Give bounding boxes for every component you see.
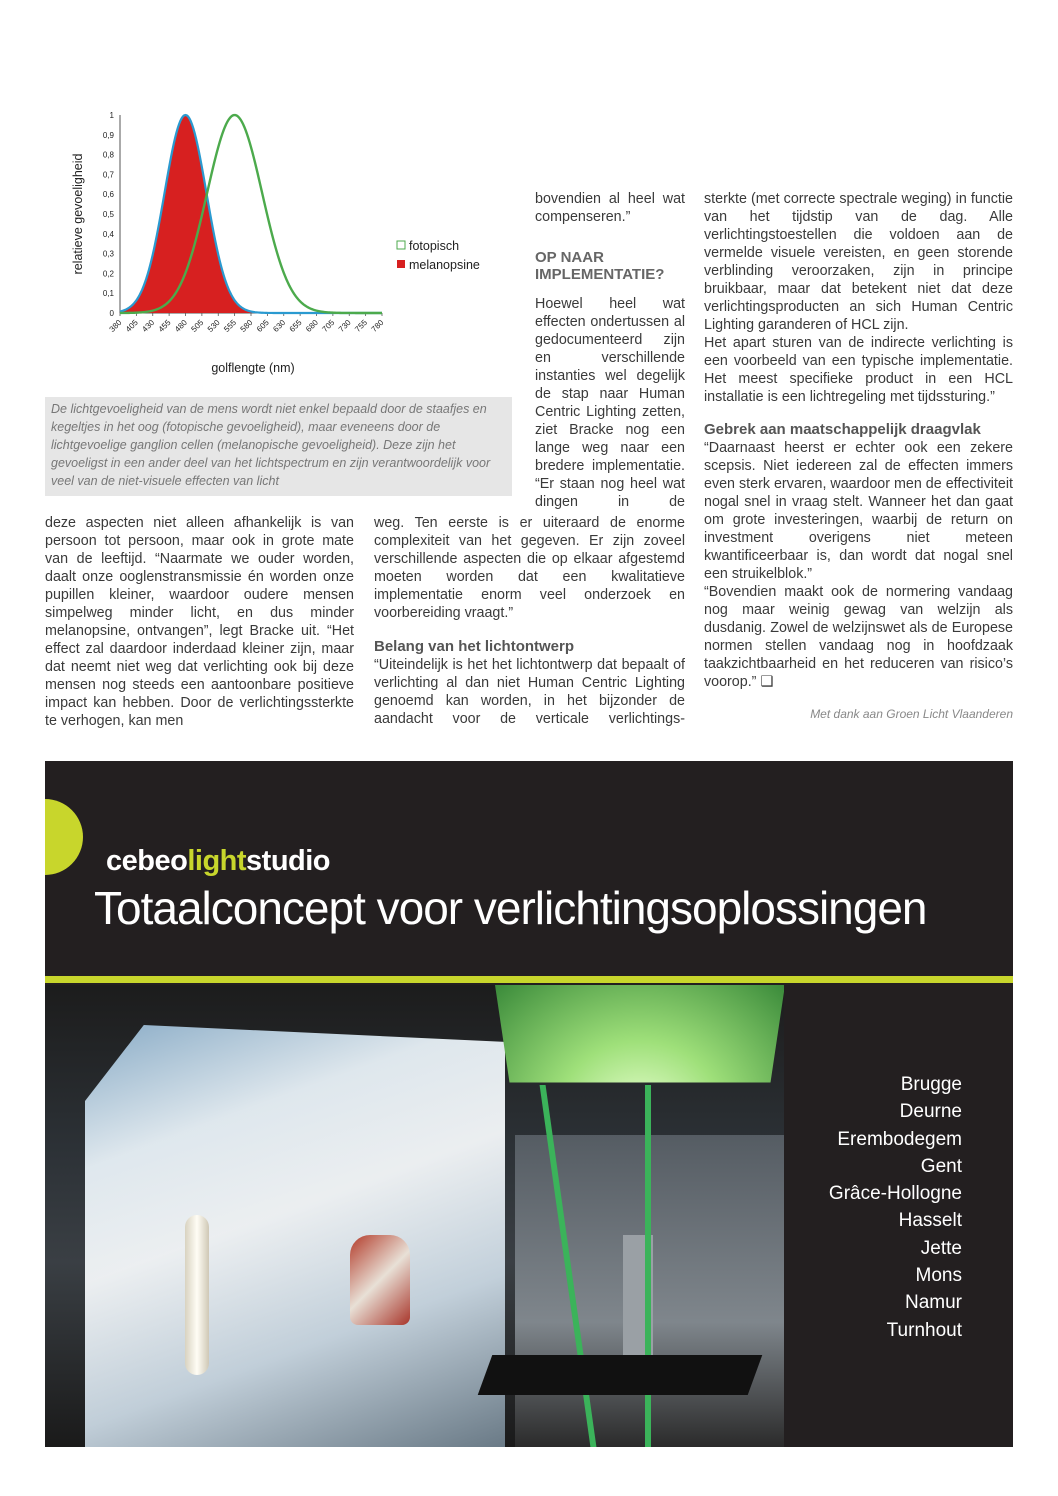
column-1-text: deze aspecten niet alleen afhankelijk is van persoon tot persoon, maar ook in grote mate van de leeftijd. “Naarmate we ouder worden, daalt onze ooglenstransmissie én worden onze pupillen kleiner, waardoor oudere mensen simpelweg minder licht, en dus minder melanopsine, ontvangen”, legt Bracke uit. “Het effect zal daardoor inderdaad kleiner zijn, maar dat neemt niet weg dat verlichting ook bij deze mensen nog steeds een aantoonbare positieve impact kan hebben. Door de verlichtingssterkte te verhogen, kan men	[45, 515, 354, 729]
brand-logo-part-3: studio	[246, 845, 331, 877]
y-tick-label: 0,4	[102, 229, 114, 239]
x-tick-label: 430	[140, 318, 157, 334]
city-item: Mons	[915, 1265, 962, 1287]
x-tick-label: 680	[304, 318, 320, 334]
y-tick-label: 0,9	[102, 130, 114, 140]
column-2-top	[535, 190, 685, 511]
legend-swatch-fotopisch	[397, 241, 405, 249]
chart-caption: De lichtgevoeligheid van de mens wordt niet enkel bepaald door de staafjes en kegeltjes in het oog (fotopische gevoeligheid), maar eveneens door de lichtgevoelige ganglion cellen (melanopische gevoeligheid). Deze zijn het gevoeligst in een ander deel van het lichtspectrum en zijn verantwoordelijk voor veel van de niet-visuele effecten van licht	[45, 397, 512, 496]
photo-table	[478, 1355, 763, 1395]
city-list	[762, 1071, 962, 1344]
city-item: Jette	[920, 1237, 962, 1259]
column-3	[704, 190, 1013, 723]
y-tick-label: 0,5	[102, 210, 114, 219]
y-tick-label: 0,2	[102, 269, 114, 279]
column-2-bottom	[374, 514, 685, 728]
heading-implementation: OP NAAR IMPLEMENTATIE?	[535, 249, 665, 283]
end-mark-icon: ❑	[760, 674, 774, 690]
x-axis-label: golflengte (nm)	[211, 361, 295, 375]
x-tick-label: 555	[222, 318, 239, 334]
column-3-para-1: sterkte (met correcte spectrale weging) in functie van het tijdstip van de dag. Alle verlichtingstoestellen die voldoen aan de vermelde visuele vereisten, en geen storende verblinding veroorzaken, zijn in principe bruikbaar, maar dat betekent niet dat deze verlichtingsproducten an sich Human Centric Lighting garanderen of HCL zijn.	[704, 191, 1013, 333]
brand-logo-part-1: cebeo	[106, 845, 188, 877]
x-tick-label: 405	[123, 318, 140, 334]
y-tick-label: 0	[109, 309, 114, 318]
y-tick-label: 0,1	[102, 289, 114, 299]
ad-banner	[45, 761, 1013, 1447]
brand-logo	[106, 845, 330, 878]
city-item: Deurne	[899, 1101, 962, 1123]
city-item: Gent	[920, 1155, 962, 1177]
city-item: Hasselt	[898, 1210, 962, 1232]
x-tick-label: 630	[271, 318, 288, 334]
column-3-para-4-text: “Bovendien maakt ook de normering vandaag nog maar weinig gewag van welzijn als dusdanig. Zowel de welzijnswet als de Europese normen stellen vandaag nog in hoofdzaak taakzichtbaarheid en het reduceren van risico’s voorop.”	[704, 584, 1013, 690]
credit-line: Met dank aan Groen Licht Vlaanderen	[810, 707, 1013, 721]
y-tick-label: 0,6	[102, 190, 114, 200]
sensitivity-chart	[60, 100, 510, 390]
ad-headline: Totaalconcept voor verlichtingsoplossingen	[94, 882, 927, 934]
city-item: Brugge	[900, 1074, 962, 1095]
x-tick-label: 380	[107, 318, 124, 334]
city-item: Grâce-Hollogne	[828, 1183, 962, 1205]
column-2-intro: bovendien al heel wat compenseren.”	[535, 191, 685, 225]
x-tick-label: 505	[189, 318, 206, 334]
legend-label-fotopisch: fotopisch	[409, 239, 460, 253]
y-axis-label: relatieve gevoeligheid	[71, 153, 85, 275]
x-tick-label: 580	[238, 318, 255, 334]
y-tick-label: 1	[109, 111, 114, 120]
city-item: Erembodegem	[837, 1128, 962, 1150]
column-3-para-4	[704, 583, 1013, 691]
y-tick-label: 0,8	[102, 150, 114, 160]
heading-lichtontwerp: Belang van het lichtontwerp	[374, 638, 575, 655]
x-tick-label: 455	[156, 318, 173, 334]
column-1	[45, 514, 354, 730]
city-item: Namur	[904, 1292, 962, 1314]
column-2-body-2: “Uiteindelijk is het het lichtontwerp dat bepaalt of verlichting al dan niet Human Centric Lighting genoemd kan worden, in het bijzonder de aandacht voor de verticale verlichtings-	[374, 657, 685, 727]
x-tick-label: 530	[205, 318, 222, 334]
column-3-para-2: Het apart sturen van de indirecte verlichting is een voorbeeld van een typische implementatie. Het meest specifieke product in een HCL installatie is een lichtregeling met tijdssturing.”	[704, 335, 1013, 405]
x-tick-label: 755	[353, 318, 370, 334]
photo-mannequin	[350, 1235, 410, 1325]
x-tick-label: 780	[369, 318, 386, 334]
accent-half-circle	[45, 799, 83, 875]
photo-lamp-shade	[495, 985, 784, 1115]
column-3-para-3: “Daarnaast heerst er echter ook een zekere scepsis. Niet iedereen zal de effecten immers even sterk ervaren, waardoor men de effectiviteit nogal snel in vraag stelt. Wanneer het dan gaat om grote investeringen, waarbij de return on investment overigens niet meteen kwantificeerbaar is, dan wordt dat nogal snel een struikelblok.”	[704, 440, 1013, 582]
accent-rule	[45, 976, 1013, 983]
photo-showcase	[85, 1025, 505, 1447]
y-tick-label: 0,7	[102, 170, 114, 180]
column-2-continued: weg. Ten eerste is er uiteraard de enorme complexiteit van het gegeven. Er zijn zoveel verschillende aspecten die op elkaar afgestemd moeten worden dat een kwalitatieve implementatie enorm veel onderzoek en voorbereiding vraagt.”	[374, 515, 685, 621]
brand-logo-part-2: light	[187, 845, 247, 877]
x-tick-label: 605	[254, 318, 271, 334]
y-tick-label: 0,3	[102, 249, 114, 259]
showroom-photo	[45, 985, 784, 1447]
x-tick-label: 730	[336, 318, 353, 334]
legend-swatch-melanopsine	[397, 260, 405, 268]
city-item: Turnhout	[886, 1319, 962, 1341]
heading-draagvlak: Gebrek aan maatschappelijk draagvlak	[704, 421, 981, 438]
column-2-body: Hoewel heel wat effecten ondertussen al gedocumenteerd zijn en verschillende instanties wel degelijk de stap naar Human Centric Lighting zetten, ziet Bracke nog een lange weg naar een bredere implementatie. “Er staan nog heel wat dingen in de	[535, 296, 685, 510]
x-tick-label: 655	[287, 318, 304, 334]
x-tick-label: 480	[173, 318, 189, 334]
x-tick-label: 705	[320, 318, 337, 334]
photo-floor-lamp	[185, 1215, 209, 1375]
legend-label-melanopsine: melanopsine	[409, 258, 480, 272]
